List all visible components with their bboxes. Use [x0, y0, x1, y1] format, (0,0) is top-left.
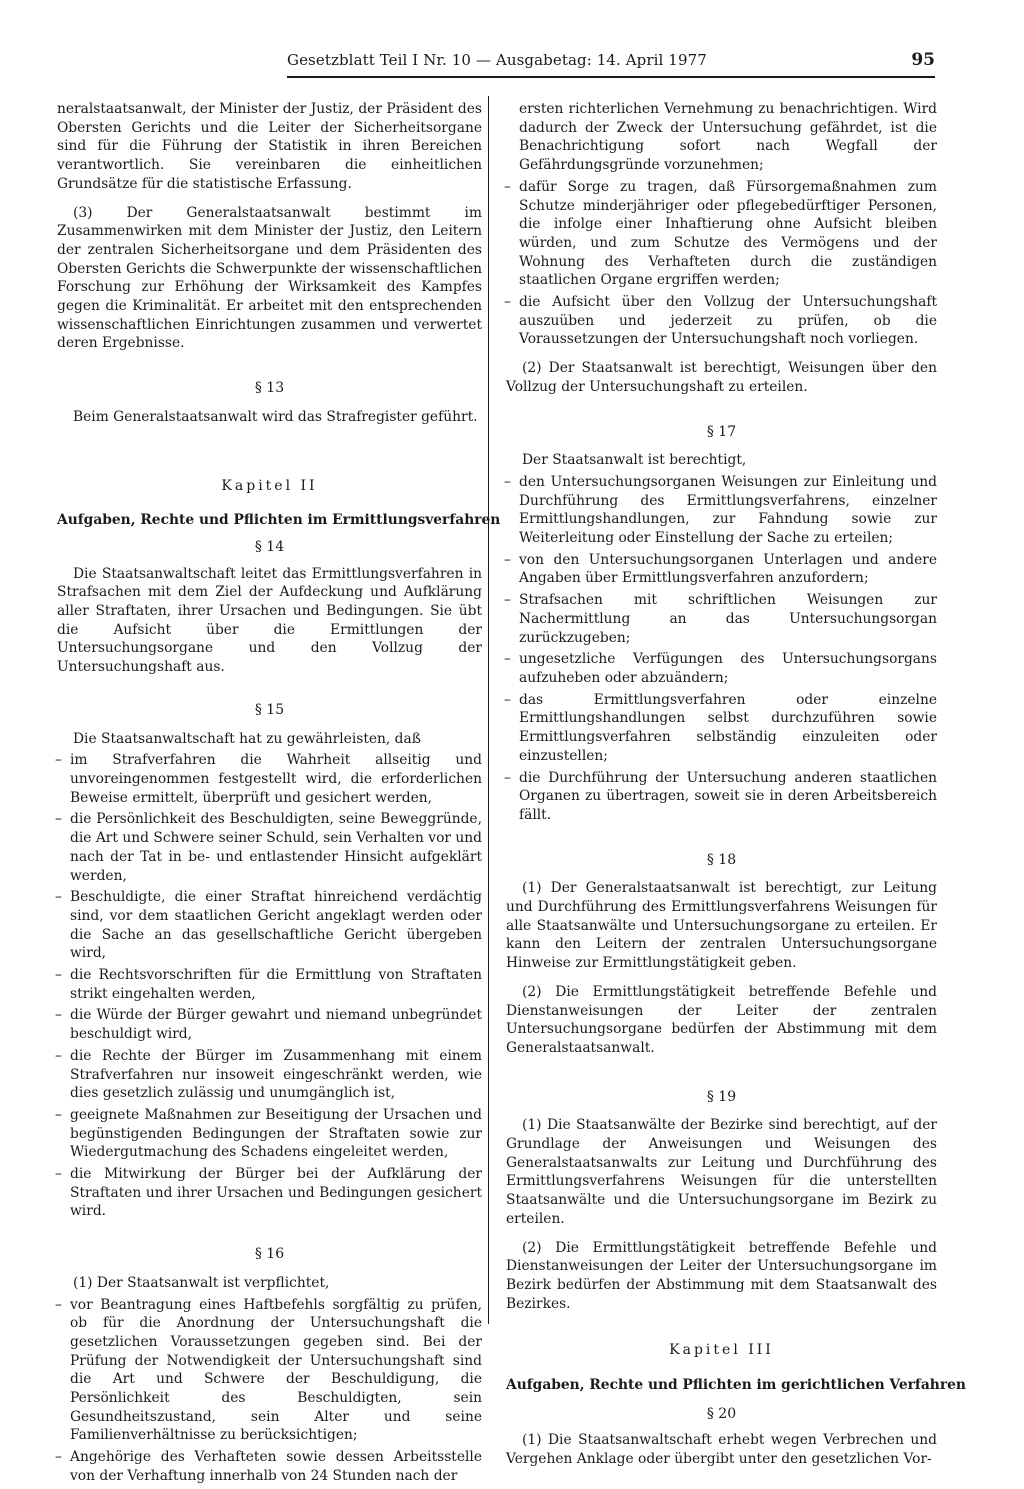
- list-item: – Strafsachen mit schriftlichen Weisungen zur Nachermittlung an das Untersuchungsorgan zurückzugeben;: [506, 591, 937, 647]
- paragraph-continuation: neralstaatsanwalt, der Minister der Justiz, der Präsident des Obersten Gerichts und die Leiter der Sicherheitsorgane sind für die Führung der Statistik in ihren Bereichen verantwortlich. Sie vereinbaren die einheitlichen Grundsätze für die statistische Erfassung.: [57, 101, 482, 192]
- chapter-2-title: Aufgaben, Rechte und Pflichten im Ermittlungsverfahren: [57, 512, 501, 529]
- chapter-3-heading: Kapitel III: [669, 1342, 774, 1359]
- section-18-heading: § 18: [706, 851, 737, 868]
- list-item-continuation: ersten richterlichen Vernehmung zu benachrichtigen. Wird dadurch der Zweck der Untersuchung gefährdet, ist die Benachrichtigung sofort nach Wegfall der Gefährdungsgründe vorzunehmen;: [519, 101, 937, 174]
- list-item: – die Rechte der Bürger im Zusammenhang mit einem Strafverfahren nur insoweit eingeschränkt werden, wie dies gesetzlich zulässig und unumgänglich ist,: [57, 1047, 482, 1103]
- list-item: – Beschuldigte, die einer Straftat hinreichend verdächtig sind, vor dem staatlichen Gericht angeklagt werden oder die Sache an das gesellschaftliche Gericht übergeben wird,: [57, 888, 482, 963]
- list-item: – die Durchführung der Untersuchung anderen staatlichen Organen zu übertragen, soweit sie in deren Arbeitsbereich fällt.: [506, 769, 937, 825]
- list-item: – im Strafverfahren die Wahrheit allseitig und unvoreingenommen festgestellt wird, die erforderlichen Beweise ermittelt, überprüft und gesichert werden,: [57, 751, 482, 807]
- column-divider: [488, 96, 489, 1324]
- page-header: [287, 50, 935, 78]
- list-item: – vor Beantragung eines Haftbefehls sorgfältig zu prüfen, ob für die Anordnung der Untersuchungshaft die gesetzlichen Voraussetzungen gegeben sind. Bei der Prüfung der Notwendigkeit der Untersuchungshaft sind die Art und Schwere der Beschuldigung, die Persönlichkeit des Beschuldigten, sein Gesundheitszustand, sein Alter und seine Familienverhältnisse zu berücksichtigen;: [57, 1296, 482, 1446]
- section-17-list: [506, 473, 937, 825]
- header-title: Gesetzblatt Teil I Nr. 10 — Ausgabetag: 14. April 1977: [287, 51, 707, 69]
- section-18-paragraph-2: (2) Die Ermittlungstätigkeit betreffende Befehle und Dienstanweisungen der Leiter der zentralen Untersuchungsorgane bedürfen der Abstimmung mit dem Generalstaatsanwalt.: [506, 983, 937, 1056]
- list-item: – die Mitwirkung der Bürger bei der Aufklärung der Straftaten und ihrer Ursachen und Bedingungen gesichert wird.: [57, 1165, 482, 1221]
- paragraph-3: (3) Der Generalstaatsanwalt bestimmt im Zusammenwirken mit dem Minister der Justiz, den Leitern der zentralen Sicherheitsorgane und dem Präsidenten des Obersten Gerichts die Schwerpunkte der wissenschaftlichen Forschung zur Erhöhung der Wirksamkeit des Kampfes gegen die Kriminalität. Er arbeitet mit den entsprechenden wissenschaftlichen Einrichtungen zusammen und verwertet deren Ergebnisse.: [57, 204, 482, 352]
- section-15-heading: § 15: [254, 701, 285, 718]
- section-19-paragraph-1: (1) Die Staatsanwälte der Bezirke sind berechtigt, auf der Grundlage der Anweisungen und Weisungen des Generalstaatsanwalts zur Leitung und Durchführung des Ermittlungsverfahrens Weisungen für die unterstellten Staatsanwälte und die Untersuchungsorgane im Bezirk zu erteilen.: [506, 1117, 937, 1227]
- section-16-list-continued: [506, 178, 937, 349]
- section-17-intro: Der Staatsanwalt ist berechtigt,: [522, 452, 747, 469]
- list-item: – die Rechtsvorschriften für die Ermittlung von Straftaten strikt eingehalten werden,: [57, 966, 482, 1003]
- list-item: – geeignete Maßnahmen zur Beseitigung der Ursachen und begünstigenden Bedingungen der Straftaten sowie zur Wiedergutmachung des Schadens eingeleitet werden,: [57, 1106, 482, 1162]
- section-15-intro: Die Staatsanwaltschaft hat zu gewährleisten, daß: [73, 730, 421, 747]
- section-16-list: [57, 1296, 482, 1486]
- chapter-3-title: Aufgaben, Rechte und Pflichten im gerichtlichen Verfahren: [506, 1377, 966, 1394]
- list-item: – die Persönlichkeit des Beschuldigten, seine Beweggründe, die Art und Schwere seiner Schuld, sein Verhalten vor und nach der Tat in be- und entlastender Hinsicht aufgeklärt werden,: [57, 810, 482, 885]
- list-item: – von den Untersuchungsorganen Unterlagen und andere Angaben über Ermittlungsverfahren anzufordern;: [506, 551, 937, 588]
- list-item: – das Ermittlungsverfahren oder einzelne Ermittlungshandlungen selbst durchzuführen sowie Ermittlungsverfahren selbständig einzuleiten oder einzustellen;: [506, 691, 937, 766]
- section-15-list: [57, 751, 482, 1221]
- page-number: 95: [911, 50, 935, 70]
- list-item: – ungesetzliche Verfügungen des Untersuchungsorgans aufzuheben oder abzuändern;: [506, 650, 937, 687]
- section-13-heading: § 13: [254, 380, 285, 397]
- list-item: – den Untersuchungsorganen Weisungen zur Einleitung und Durchführung des Ermittlungsverfahrens, einzelner Ermittlungshandlungen, zur Fahndung sowie zur Weiterleitung oder Einstellung der Sache zu erteilen;: [506, 473, 937, 548]
- section-18-paragraph-1: (1) Der Generalstaatsanwalt ist berechtigt, zur Leitung und Durchführung des Ermittlungsverfahrens Weisungen für alle Staatsanwälte und Untersuchungsorgane zu erteilen. Er kann den Leitern der zentralen Untersuchungsorgane Hinweise zur Ermittlungstätigkeit geben.: [506, 880, 937, 972]
- list-item: – dafür Sorge zu tragen, daß Fürsorgemaßnahmen zum Schutze minderjähriger oder pflegebedürftiger Personen, die infolge einer Inhaftierung ohne Aufsicht bleiben würden, und zum Schutze des Vermögens und der Wohnung des Verhafteten durch die zuständigen staatlichen Organe ergriffen werden;: [506, 178, 937, 290]
- section-20-heading: § 20: [706, 1405, 737, 1422]
- section-16-heading: § 16: [254, 1246, 285, 1263]
- section-14-heading: § 14: [254, 538, 285, 555]
- chapter-2-heading: Kapitel II: [221, 477, 318, 494]
- section-20-paragraph-1: (1) Die Staatsanwaltschaft erhebt wegen Verbrechen und Vergehen Anklage oder übergibt unter den gesetzlichen Vor-: [506, 1432, 937, 1468]
- left-column: [57, 100, 501, 1489]
- section-19-paragraph-2: (2) Die Ermittlungstätigkeit betreffende Befehle und Dienstanweisungen der Leiter der Untersuchungsorgane im Bezirk bedürfen der Abstimmung mit dem Staatsanwalt des Bezirkes.: [506, 1239, 937, 1312]
- section-14-text: Die Staatsanwaltschaft leitet das Ermittlungsverfahren in Strafsachen mit dem Ziel der Aufdeckung und Aufklärung aller Straftaten, ihrer Ursachen und Bedingungen. Sie übt die Aufsicht über die Ermittlungen der Untersuchungsorgane und den Vollzug der Untersuchungshaft aus.: [57, 565, 482, 676]
- section-13-text: Beim Generalstaatsanwalt wird das Strafregister geführt.: [73, 408, 478, 425]
- list-item: – die Würde der Bürger gewahrt und niemand unbegründet beschuldigt wird,: [57, 1006, 482, 1043]
- section-17-heading: § 17: [706, 423, 737, 440]
- section-16-intro: (1) Der Staatsanwalt ist verpflichtet,: [73, 1274, 330, 1291]
- right-column: [506, 100, 966, 1469]
- section-19-heading: § 19: [706, 1088, 737, 1105]
- list-item: – Angehörige des Verhafteten sowie dessen Arbeitsstelle von der Verhaftung innerhalb von 24 Stunden nach der: [57, 1448, 482, 1485]
- list-item: – die Aufsicht über den Vollzug der Untersuchungshaft auszuüben und jederzeit zu prüfen, ob die Voraussetzungen der Untersuchungshaft noch vorliegen.: [506, 293, 937, 349]
- section-16-paragraph-2: (2) Der Staatsanwalt ist berechtigt, Weisungen über den Vollzug der Untersuchungshaft zu erteilen.: [506, 360, 937, 395]
